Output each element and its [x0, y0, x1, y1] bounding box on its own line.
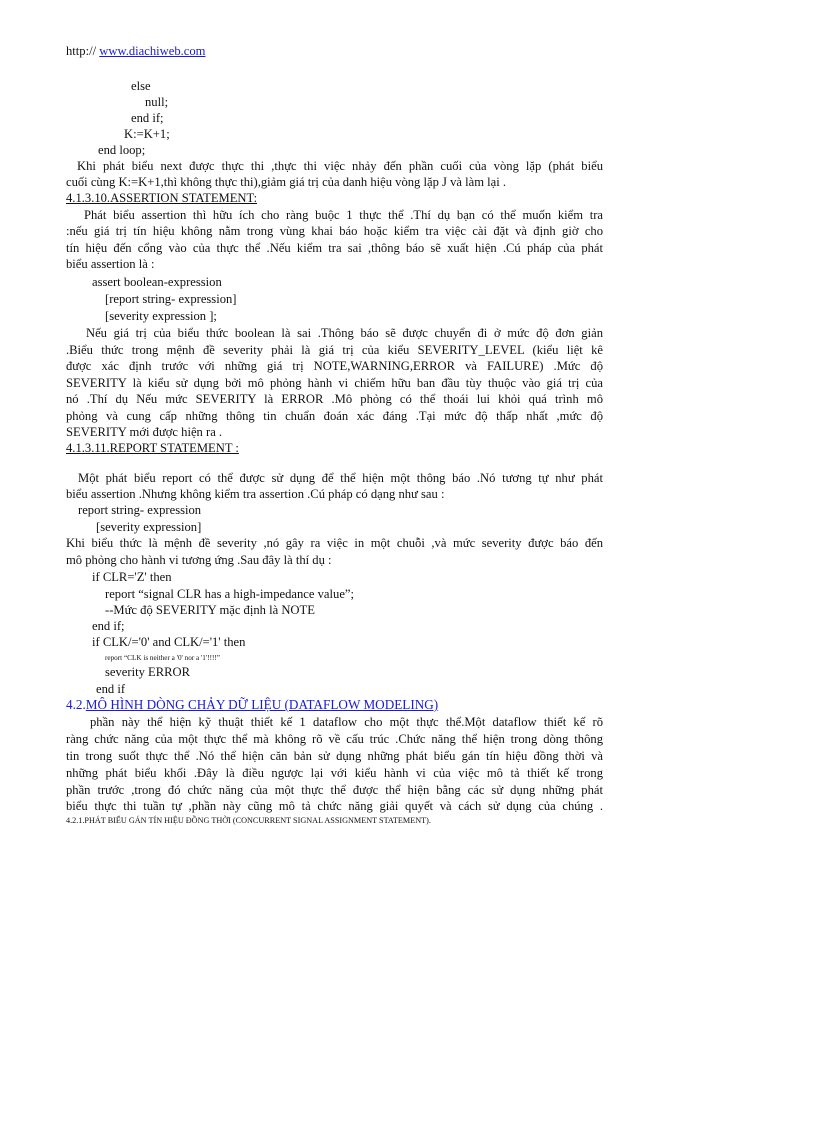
syntax-line: [severity expression]	[96, 520, 202, 534]
paragraph-line: Nếu giá trị của biểu thức boolean là sai .Thông báo sẽ được chuyển đi ở mức độ đơn giản	[86, 326, 603, 340]
paragraph-line: Phát biểu assertion thì hữu ích cho ràng buộc 1 thực thể .Thí dụ bạn có thể muốn kiểm tra	[84, 208, 603, 222]
example-code-line: if CLK/='0' and CLK/='1' then	[92, 635, 246, 649]
dataflow-heading-link[interactable]: MÔ HÌNH DÒNG CHẢY DỮ LIỆU (DATAFLOW MODELING)	[85, 697, 439, 712]
paragraph-line: tin trong suốt thực thể .Nó thể hiện căn bản sử dụng những phát biểu gán tín hiệu đồng thời và	[66, 749, 603, 763]
section-heading-dataflow	[66, 697, 438, 713]
page-header	[66, 43, 205, 59]
paragraph-line: tín hiệu đến cổng vào của thực thể .Nếu kiểm tra sai ,thông báo sẽ xuất hiện .Cú pháp của phát	[66, 241, 603, 255]
syntax-line: [severity expression ];	[105, 309, 217, 323]
paragraph-line: phần trước ,trong đó chức năng của một thực thể được thể hiện bằng các sử dụng những phát	[66, 783, 603, 797]
syntax-line: report string- expression	[78, 503, 202, 517]
example-code-line: end if;	[92, 619, 125, 633]
paragraph-line: những phát biểu khối .Đây là điều ngược lại với kiểu hành vi của việc mô tả thiết kế trong	[66, 766, 603, 780]
code-line: null;	[145, 95, 169, 109]
section-heading-report: 4.1.3.11.REPORT STATEMENT :	[66, 441, 239, 455]
paragraph-line: Khi phát biểu next được thực thi ,thực thi việc nhảy đến phần cuối của vòng lặp (phát biểu	[77, 159, 603, 173]
example-code-line-small: report “CLK is neither a '0' nor a '1'!!!!”	[105, 654, 220, 662]
example-code-line: end if	[96, 682, 126, 696]
code-line: else	[131, 79, 151, 93]
paragraph-line: Khi biểu thức là mệnh đề severity ,nó gây ra việc in một chuỗi ,và mức severity được báo đến	[66, 536, 603, 550]
code-line: end if;	[131, 111, 164, 125]
paragraph-line: biểu assertion là :	[66, 257, 155, 271]
paragraph-line: biểu assertion .Nhưng không kiểm tra assertion .Cú pháp có dạng như sau :	[66, 487, 445, 501]
example-code-line: if CLR='Z' then	[92, 570, 172, 584]
code-line: K:=K+1;	[124, 127, 170, 141]
paragraph-line: SEVERITY là kiểu sử dụng bởi mô phỏng hành vi chiếm hữu ban đầu tùy thuộc vào giá trị của	[66, 376, 603, 390]
paragraph-line: nó .Thí dụ Nếu mức SEVERITY là ERROR .Mô phỏng có thể thoái lui khỏi quá trình mô	[66, 392, 603, 406]
paragraph-line: cuối cùng K:=K+1,thì không thực thi),giảm giá trị của danh hiệu vòng lặp J và làm lại .	[66, 175, 507, 189]
paragraph-line: biểu thực thi tuần tự ,phần này cũng mô tả chức năng giải quyết và cách sử dụng của chúng .	[66, 799, 603, 813]
example-code-line: report “signal CLR has a high-impedance value”;	[105, 587, 354, 601]
example-code-line: --Mức độ SEVERITY mặc định là NOTE	[105, 603, 315, 617]
paragraph-line: phần này thể hiện kỹ thuật thiết kế 1 dataflow cho một thực thể.Một dataflow thiết kế rõ	[90, 715, 603, 729]
subsection-heading: 4.2.1.PHÁT BIỂU GÁN TÍN HIỆU ĐỒNG THỜI (CONCURRENT SIGNAL ASSIGNMENT STATEMENT).	[66, 816, 431, 825]
section-number: 4.2.	[66, 697, 86, 712]
syntax-line: assert boolean-expression	[92, 275, 222, 289]
paragraph-line: ràng chức năng của một thực thể mà không rõ về cấu trúc .Chức năng thể hiện trong dòng thông	[66, 732, 603, 746]
paragraph-line: phỏng và cung cấp những thông tin chuẩn đoán xác đáng .Tại mức độ thấp nhất ,mức độ	[66, 409, 603, 423]
section-heading-assertion: 4.1.3.10.ASSERTION STATEMENT:	[66, 191, 258, 205]
example-code-line: severity ERROR	[105, 665, 191, 679]
syntax-line: [report string- expression]	[105, 292, 237, 306]
code-line: end loop;	[98, 143, 146, 157]
paragraph-line: mô phỏng cho hành vi tương ứng .Sau đây là thí dụ :	[66, 553, 332, 567]
paragraph-line: SEVERITY mới được hiện ra .	[66, 425, 223, 439]
header-link[interactable]: www.diachiweb.com	[99, 44, 206, 58]
header-prefix: http://	[66, 44, 97, 58]
paragraph-line: được xác định trước với những giá trị NOTE,WARNING,ERROR và FAILURE) .Mức độ	[66, 359, 603, 373]
paragraph-line: .Biểu thức trong mệnh đề severity phải là giá trị của kiểu SEVERITY_LEVEL (kiểu liệt kê	[66, 343, 603, 357]
paragraph-line: :nếu giá trị tín hiệu không nằm trong vùng khai báo hoặc kiểm tra việc cài đặt và định giờ cho	[66, 224, 603, 238]
paragraph-line: Một phát biểu report có thể được sử dụng để thể hiện một thông báo .Nó tương tự như phát	[78, 471, 603, 485]
